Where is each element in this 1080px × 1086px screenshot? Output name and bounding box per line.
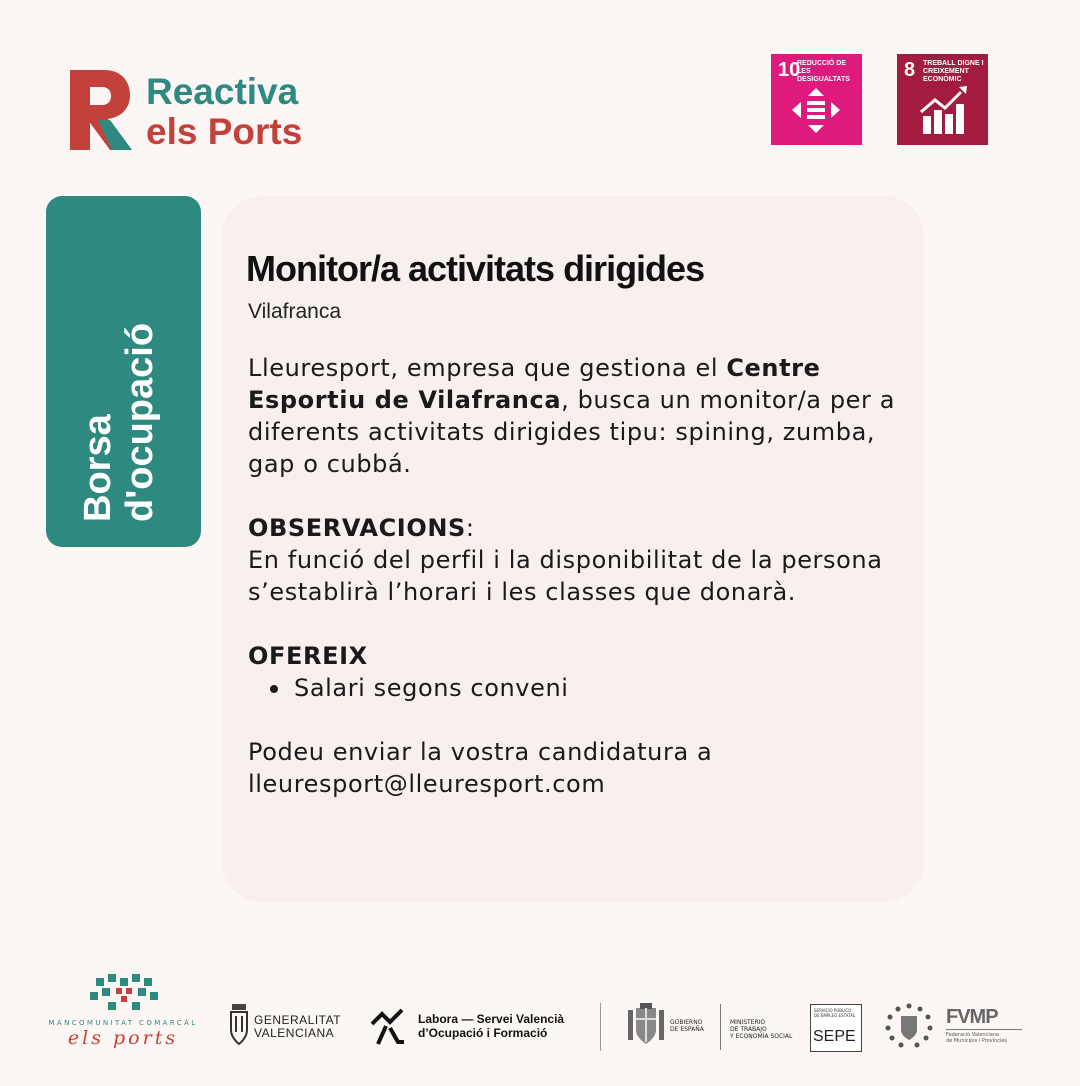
generalitat-line-1: GENERALITAT xyxy=(254,1013,342,1027)
sdg-8-number: 8 xyxy=(904,59,916,81)
fvmp-name: FVMP xyxy=(946,1006,998,1028)
job-title: Monitor/a activitats dirigides xyxy=(246,248,705,289)
labora-logo xyxy=(368,1006,593,1086)
fvmp-logo xyxy=(884,1002,1024,1082)
ministerio-line-2: DE TRABAJO xyxy=(730,1026,767,1033)
sdg-8-tile xyxy=(897,54,988,145)
observacions-heading-text: OBSERVACIONS xyxy=(248,514,466,542)
intro-text-start: Lleuresport, empresa que gestiona el xyxy=(248,354,727,382)
tab-label-line-1: Borsa xyxy=(77,414,119,522)
ministerio-line-1: MINISTERIO xyxy=(730,1019,766,1026)
labora-line-1: Labora — Servei Valencià xyxy=(418,1012,565,1026)
intro-text-end: , busca un monitor/a per a diferents activitats dirigides tipu: spining, zumba, gap o cubbá. xyxy=(248,386,896,478)
apply-text: Podeu enviar la vostra candidatura a xyxy=(248,738,713,766)
observacions-heading xyxy=(248,512,908,544)
job-intro xyxy=(248,352,908,480)
sepe-name: SEPE xyxy=(813,1028,856,1045)
mancomunitat-name: els ports xyxy=(67,1027,179,1049)
mancomunitat-logo xyxy=(38,972,208,1052)
fvmp-line-1: Federació Valenciana xyxy=(946,1032,1000,1038)
ministerio-line-3: Y ECONOMÍA SOCIAL xyxy=(730,1033,793,1040)
borsa-ocupacio-label xyxy=(77,323,161,522)
generalitat-line-2: VALENCIANA xyxy=(254,1026,335,1040)
gobierno-divider xyxy=(720,1004,721,1050)
tab-label-line-2: d'ocupació xyxy=(119,322,161,522)
sepe-caption-1: SERVICIO PÚBLICO xyxy=(814,1008,852,1013)
equality-icon xyxy=(771,54,862,145)
logo-line-1: Reactiva xyxy=(146,71,299,112)
job-location: Vilafranca xyxy=(248,300,342,323)
ofereix-heading-text: OFEREIX xyxy=(248,642,368,670)
mancomunitat-caption: MANCOMUNITAT COMARCAL xyxy=(48,1019,198,1027)
sdg-10-label: REDUCCIÓ DE LES DESIGUALTATS xyxy=(797,60,850,83)
job-description xyxy=(248,352,908,800)
intro-company-bold: Centre Esportiu de Vilafranca xyxy=(248,354,821,414)
reactiva-logo xyxy=(68,70,368,154)
sdg-10-tile xyxy=(771,54,862,145)
fvmp-stars-shield-icon xyxy=(884,1002,934,1050)
gobierno-line-1: GOBIERNO xyxy=(670,1019,703,1026)
observacions-colon: : xyxy=(465,514,475,542)
sdg-10-number: 10 xyxy=(778,59,801,81)
reactiva-r-icon xyxy=(68,70,134,150)
labora-line-2: d’Ocupació i Formació xyxy=(418,1026,548,1040)
fvmp-line-2: de Municipis i Províncies xyxy=(946,1038,1008,1044)
generalitat-logo xyxy=(228,1002,353,1082)
sepe-caption-2: DE EMPLEO ESTATAL xyxy=(814,1013,856,1018)
sdg-8-label: TREBALL DIGNE I CREIXEMENT ECONÒMIC xyxy=(923,60,984,83)
ofereix-heading xyxy=(248,640,908,672)
offer-list-item: Salari segons conveni xyxy=(248,672,908,704)
generalitat-shield-icon xyxy=(228,1002,250,1046)
logo-line-2: els Ports xyxy=(146,111,303,152)
sepe-logo xyxy=(810,1004,862,1052)
gobierno-logo xyxy=(622,1002,862,1082)
mancomunitat-emblem-icon xyxy=(38,972,208,1018)
growth-chart-icon xyxy=(897,54,988,145)
observacions-text: En funció del perfil i la disponibilitat de la persona s’establirà l’horari i les classes que donarà. xyxy=(248,546,883,606)
apply-email[interactable]: lleuresport@lleuresport.com xyxy=(248,770,606,798)
labora-mark-icon xyxy=(368,1006,408,1046)
fvmp-rule xyxy=(946,1029,1022,1030)
gobierno-line-2: DE ESPAÑA xyxy=(670,1026,704,1033)
footer-divider xyxy=(600,1003,601,1051)
spain-coat-of-arms-icon xyxy=(626,1002,666,1048)
